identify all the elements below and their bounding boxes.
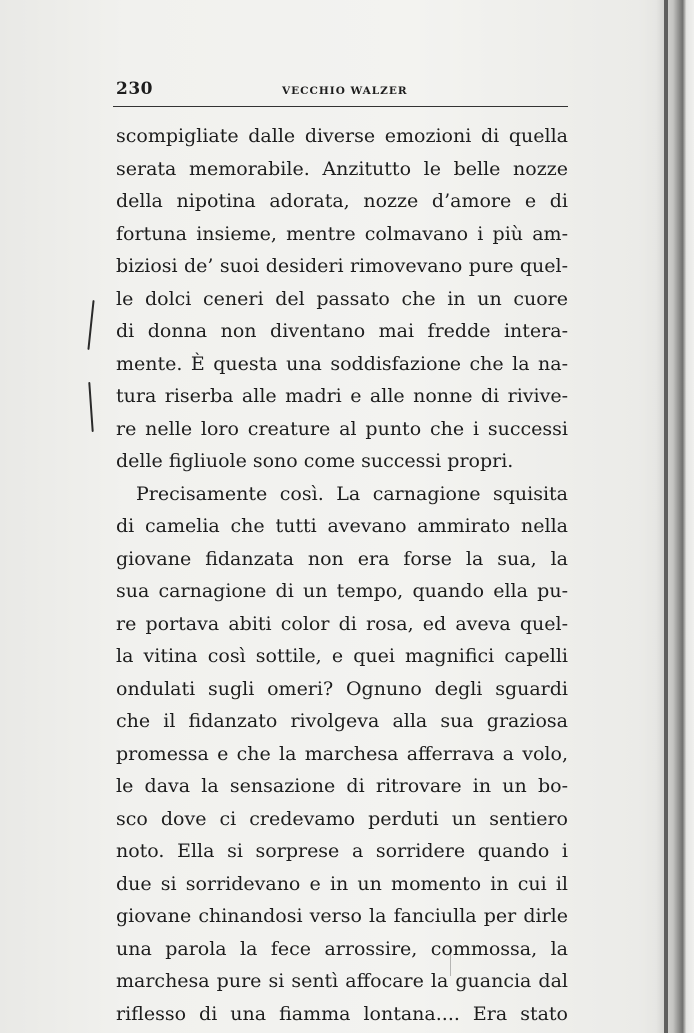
text-line: riflesso di una fiamma lontana.... Era stato <box>116 1002 568 1025</box>
text-line: biziosi de’ suoi desideri rimovevano pure quel- <box>116 255 568 277</box>
text-line: marchesa pure si sentì affocare la guancia dal <box>116 970 568 992</box>
header-rule <box>113 106 568 107</box>
margin-pencil-mark <box>88 382 93 432</box>
book-binding-edge <box>664 0 668 1033</box>
text-line: mente. È questa una soddisfazione che la na- <box>116 352 568 375</box>
text-line: della nipotina adorata, nozze d’amore e di <box>116 190 568 212</box>
text-line: due si sorridevano e in un momento in cui il <box>116 872 568 895</box>
text-line: re nelle loro creature al punto che i successi <box>116 417 568 440</box>
text-line: di camelia che tutti avevano ammirato nella <box>116 515 568 537</box>
body-text <box>116 120 568 1030</box>
running-head: VECCHIO WALZER <box>282 85 408 97</box>
text-line: scompigliate dalle diverse emozioni di quella <box>116 125 568 147</box>
text-line: promessa e che la marchesa afferrava a volo, <box>116 742 568 765</box>
margin-pencil-mark <box>87 300 94 350</box>
text-line: le dolci ceneri del passato che in un cuore <box>116 287 568 310</box>
text-line: giovane chinandosi verso la fanciulla per dirle <box>116 905 568 927</box>
text-line: ondulati sugli omeri? Ognuno degli sguardi <box>116 677 568 700</box>
text-line: delle figliuole sono come successi propri. <box>116 450 514 472</box>
book-binding-shadow <box>656 0 694 1033</box>
text-line: sua carnagione di un tempo, quando ella pu- <box>116 580 568 602</box>
text-line: serata memorabile. Anzitutto le belle nozze <box>116 157 568 180</box>
text-line: di donna non diventano mai fredde intera- <box>116 320 568 342</box>
text-line: la vitina così sottile, e quei magnifici capelli <box>116 645 568 667</box>
text-line: re portava abiti color di rosa, ed aveva quel- <box>116 612 568 635</box>
text-line: che il fidanzato rivolgeva alla sua graziosa <box>116 710 568 732</box>
text-line: tura riserba alle madri e alle nonne di rivive- <box>116 385 568 407</box>
page-header <box>116 79 568 101</box>
text-line: sco dove ci credevamo perduti un sentiero <box>116 807 568 830</box>
text-line: fortuna insieme, mentre colmavano i più am- <box>116 222 568 245</box>
page-number: 230 <box>116 79 153 99</box>
text-line: le dava la sensazione di ritrovare in un bo- <box>116 775 568 797</box>
text-line: giovane fidanzata non era forse la sua, la <box>116 547 568 570</box>
text-line: una parola la fece arrossire, commossa, la <box>116 937 568 960</box>
paragraph-first-line: Precisamente così. La carnagione squisita <box>136 482 568 505</box>
text-line: noto. Ella si sorprese a sorridere quando i <box>116 840 568 862</box>
